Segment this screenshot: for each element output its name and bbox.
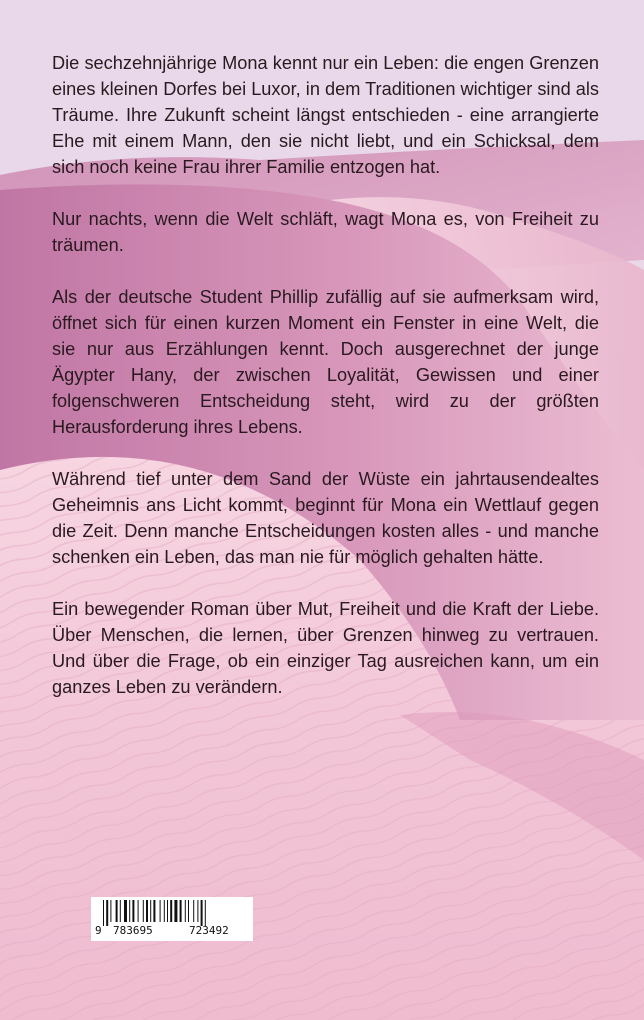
barcode-bar	[185, 900, 186, 922]
barcode-bar	[146, 900, 148, 922]
barcode-bar	[116, 900, 118, 922]
barcode-bar	[164, 900, 165, 922]
barcode-bar	[124, 900, 127, 922]
barcode-bar	[153, 900, 155, 922]
barcode-bars	[97, 900, 247, 926]
barcode-bar	[138, 900, 139, 922]
barcode-bar	[188, 900, 189, 922]
barcode-bar	[129, 900, 130, 922]
barcode-bar	[160, 900, 161, 922]
barcode-bar	[120, 900, 121, 922]
barcode-group-1: 783695	[113, 924, 153, 937]
barcode-prefix: 9	[95, 924, 102, 937]
barcode-bar	[167, 900, 168, 922]
barcode-bar	[197, 900, 198, 922]
blurb-paragraph: Nur nachts, wenn die Welt schläft, wagt Mona es, von Freiheit zu träumen.	[52, 209, 599, 255]
blurb-paragraph: Die sechzehnjährige Mona kennt nur ein Leben: die engen Grenzen eines kleinen Dorfes bei Luxor, in dem Traditionen wichtiger sind als Träume. Ihre Zukunft scheint längst entschieden - eine arrangierte Ehe mit einem Mann, den sie nicht liebt, und ein Schicksal, dem sich noch keine Frau ihrer Familie entzogen hat.	[52, 53, 599, 177]
isbn-barcode	[91, 897, 253, 941]
barcode-bar	[110, 900, 111, 922]
barcode-bar	[170, 900, 172, 922]
blurb-paragraph: Während tief unter dem Sand der Wüste ein jahrtausendealtes Geheimnis ans Licht kommt, beginnt für Mona ein Wettlauf gegen die Zeit. Denn manche Entscheidungen kosten alles - und manche schenken ein Leben, das man nie für möglich gehalten hätte.	[52, 469, 599, 567]
barcode-bar	[106, 900, 108, 926]
barcode-bar	[205, 900, 206, 926]
barcode-bar	[132, 900, 134, 922]
barcode-bar	[201, 900, 203, 926]
barcode-bar	[193, 900, 194, 922]
barcode-bar	[143, 900, 144, 922]
barcode-bar	[174, 900, 177, 922]
blurb-text	[52, 50, 599, 726]
barcode-bar	[103, 900, 104, 926]
blurb-paragraph: Als der deutsche Student Phillip zufällig auf sie aufmerksam wird, öffnet sich für einen kurzen Moment ein Fenster in eine Welt, die sie nur aus Erzählungen kennt. Doch ausgerechnet der junge Ägypter Hany, der zwischen Loyalität, Gewissen und einer folgenschweren Entscheidung steht, wird zu der größten Herausforderung ihres Lebens.	[52, 287, 599, 437]
barcode-group-2: 723492	[189, 924, 229, 937]
barcode-bar	[150, 900, 151, 922]
blurb-paragraph: Ein bewegender Roman über Mut, Freiheit und die Kraft der Liebe. Über Menschen, die lernen, über Grenzen hinweg zu vertrauen. Und über die Frage, ob ein einziger Tag ausreichen kann, um ein ganzes Leben zu verändern.	[52, 599, 599, 697]
barcode-bar	[180, 900, 182, 922]
